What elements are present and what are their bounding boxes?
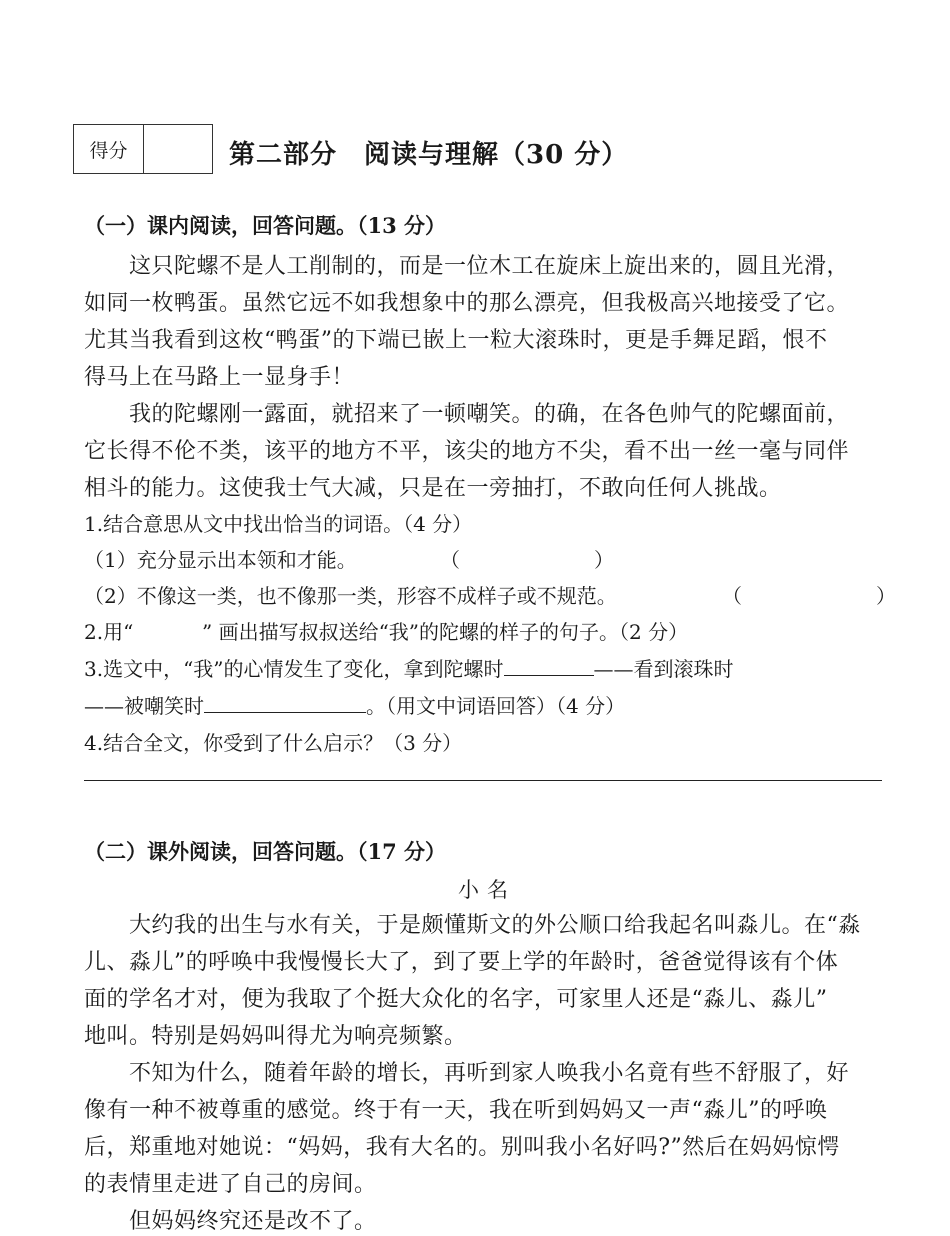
score-blank[interactable] xyxy=(144,125,212,173)
section2-line-7: 后，郑重地对她说：“妈妈，我有大名的。别叫我小名好吗?”然后在妈妈惊愕 xyxy=(84,1135,840,1160)
section2-line-8: 的表情里走进了自己的房间。 xyxy=(84,1172,377,1197)
story-title: 小名 xyxy=(458,878,516,902)
section1-title: （一）课内阅读，回答问题。（13 分） xyxy=(84,213,447,238)
question-1-2: （2）不像这一类，也不像那一类，形容不成样子或不规范。 xyxy=(84,584,617,608)
section1-line-4: 得马上在马路上一显身手！ xyxy=(84,365,355,390)
question-1-1-paren-close: ） xyxy=(594,548,614,572)
question-1-2-paren-close: ） xyxy=(876,584,896,608)
question-3-text-c: ——被嘲笑时 xyxy=(84,694,204,718)
question-3-part-b xyxy=(84,690,625,719)
section1-line-7: 相斗的能力。这使我士气大减，只是在一旁抽打，不敢向任何人挑战。 xyxy=(84,476,782,501)
part-title: 第二部分 阅读与理解（30 分） xyxy=(229,140,629,170)
section2-line-6: 像有一种不被尊重的感觉。终于有一天，我在听到妈妈又一声“淼儿”的呼唤 xyxy=(84,1098,828,1123)
section1-line-2: 如同一枚鸭蛋。虽然它远不如我想象中的那么漂亮，但我极高兴地接受了它。 xyxy=(84,291,850,316)
section2-line-3: 面的学名才对，便为我取了个挺大众化的名字，可家里人还是“淼儿、淼儿” xyxy=(84,987,828,1012)
section1-line-5: 我的陀螺刚一露面，就招来了一顿嘲笑。的确，在各色帅气的陀螺面前， xyxy=(129,402,850,427)
section1-line-3: 尤其当我看到这枚“鸭蛋”的下端已嵌上一粒大滚珠时，更是手舞足蹈，恨不 xyxy=(84,328,828,353)
answer-blank-3-1[interactable] xyxy=(504,655,594,676)
score-label: 得分 xyxy=(74,125,144,173)
answer-blank-3-2[interactable] xyxy=(204,692,366,713)
answer-line-4[interactable] xyxy=(84,780,882,781)
section2-line-4: 地叫。特别是妈妈叫得尤为响亮频繁。 xyxy=(84,1024,467,1049)
question-1-1: （1）充分显示出本领和才能。 xyxy=(84,548,357,572)
question-3-text-b: ——看到滚珠时 xyxy=(593,657,734,681)
question-2-part-b: ” 画出描写叔叔送给“我”的陀螺的样子的句子。（2 分） xyxy=(202,620,689,644)
question-3-text-d: 。（用文中词语回答）（4 分） xyxy=(366,694,626,718)
section1-line-6: 它长得不伦不类，该平的地方不平，该尖的地方不尖，看不出一丝一毫与同伴 xyxy=(84,439,850,464)
section2-line-1: 大约我的出生与水有关，于是颇懂斯文的外公顺口给我起名叫淼儿。在“淼 xyxy=(129,913,861,938)
section1-line-1: 这只陀螺不是人工削制的，而是一位木工在旋床上旋出来的，圆且光滑， xyxy=(129,254,850,279)
question-2-part-a: 2.用“ xyxy=(84,620,134,644)
question-3-part-a xyxy=(84,653,734,682)
question-1-2-paren-open: （ xyxy=(722,584,742,608)
section2-line-9: 但妈妈终究还是改不了。 xyxy=(129,1209,377,1234)
answer-blank-1-1[interactable] xyxy=(466,542,590,568)
question-1: 1.结合意思从文中找出恰当的词语。（4 分） xyxy=(84,512,473,536)
score-box xyxy=(73,124,213,174)
section2-title: （二）课外阅读，回答问题。（17 分） xyxy=(84,839,447,864)
section2-line-5: 不知为什么，随着年龄的增长，再听到家人唤我小名竟有些不舒服了，好 xyxy=(129,1061,850,1086)
section2-line-2: 儿、淼儿”的呼唤中我慢慢长大了，到了要上学的年龄时，爸爸觉得该有个体 xyxy=(84,950,839,975)
question-4: 4.结合全文，你受到了什么启示？（3 分） xyxy=(84,731,463,755)
question-3-text-a: 3.选文中，“我”的心情发生了变化，拿到陀螺时 xyxy=(84,657,504,681)
question-1-1-paren-open: （ xyxy=(440,548,460,572)
answer-blank-1-2[interactable] xyxy=(748,578,872,604)
